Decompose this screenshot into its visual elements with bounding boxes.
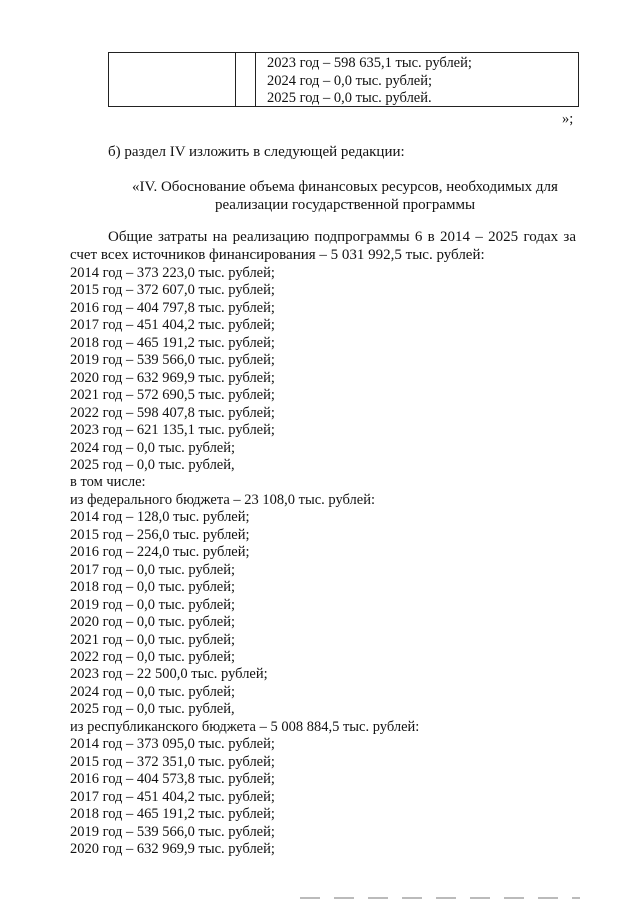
funding-line: 2023 год – 22 500,0 тыс. рублей; xyxy=(70,666,268,683)
funding-line: в том числе: xyxy=(70,474,146,491)
funding-table-fragment xyxy=(108,52,579,107)
table-cell-funding-years xyxy=(267,55,472,108)
funding-line: 2014 год – 128,0 тыс. рублей; xyxy=(70,509,250,526)
table-column-divider xyxy=(235,53,236,106)
funding-line: 2024 год – 0,0 тыс. рублей; xyxy=(70,683,236,700)
intro-paragraph: Общие затраты на реализацию подпрограммы 6 в 2014 – 2025 годах за счет всех источников финансирования – 5 031 992,5 тыс. рублей: xyxy=(70,229,576,263)
table-column-divider xyxy=(255,53,256,106)
funding-line: 2022 год – 598 407,8 тыс. рублей; xyxy=(70,404,275,421)
heading-line: реализации государственной программы xyxy=(214,197,476,213)
funding-line: 2022 год – 0,0 тыс. рублей; xyxy=(70,648,236,665)
funding-line: 2021 год – 572 690,5 тыс. рублей; xyxy=(70,387,275,404)
funding-line: 2020 год – 632 969,9 тыс. рублей; xyxy=(70,369,275,386)
funding-line: из республиканского бюджета – 5 008 884,5 тыс. рублей: xyxy=(70,718,420,735)
funding-line: 2024 год – 0,0 тыс. рублей; xyxy=(70,439,236,456)
funding-line: 2015 год – 256,0 тыс. рублей; xyxy=(70,526,250,543)
funding-line: 2025 год – 0,0 тыс. рублей, xyxy=(70,701,235,718)
funding-line: 2023 год – 621 135,1 тыс. рублей; xyxy=(70,422,275,439)
table-line: 2024 год – 0,0 тыс. рублей; xyxy=(267,72,433,89)
amendment-instruction: б) раздел IV изложить в следующей редакции: xyxy=(108,144,405,160)
table-line: 2023 год – 598 635,1 тыс. рублей; xyxy=(267,55,472,71)
funding-line: 2016 год – 404 573,8 тыс. рублей; xyxy=(70,771,275,788)
closing-quote: »; xyxy=(562,111,574,127)
funding-line: 2018 год – 0,0 тыс. рублей; xyxy=(70,579,236,596)
funding-line: из федерального бюджета – 23 108,0 тыс. рублей: xyxy=(70,491,375,508)
funding-line: 2019 год – 539 566,0 тыс. рублей; xyxy=(70,823,275,840)
funding-line: 2014 год – 373 223,0 тыс. рублей; xyxy=(70,265,275,281)
section-heading xyxy=(100,178,590,214)
funding-line: 2019 год – 539 566,0 тыс. рублей; xyxy=(70,352,275,369)
funding-line: 2025 год – 0,0 тыс. рублей, xyxy=(70,456,235,473)
funding-line: 2020 год – 0,0 тыс. рублей; xyxy=(70,614,236,631)
funding-line: 2017 год – 451 404,2 тыс. рублей; xyxy=(70,317,275,334)
funding-line: 2018 год – 465 191,2 тыс. рублей; xyxy=(70,806,275,823)
funding-line: 2017 год – 451 404,2 тыс. рублей; xyxy=(70,788,275,805)
funding-line: 2020 год – 632 969,9 тыс. рублей; xyxy=(70,840,275,857)
funding-line: 2016 год – 224,0 тыс. рублей; xyxy=(70,544,250,561)
table-line: 2025 год – 0,0 тыс. рублей. xyxy=(267,90,432,106)
funding-line: 2021 год – 0,0 тыс. рублей; xyxy=(70,631,236,648)
funding-line: 2018 год – 465 191,2 тыс. рублей; xyxy=(70,334,275,351)
funding-line: 2015 год – 372 351,0 тыс. рублей; xyxy=(70,753,275,770)
funding-lines-list xyxy=(70,265,419,858)
heading-line: «IV. Обоснование объема финансовых ресурсов, необходимых для xyxy=(132,179,558,195)
funding-line: 2019 год – 0,0 тыс. рублей; xyxy=(70,596,236,613)
funding-line: 2014 год – 373 095,0 тыс. рублей; xyxy=(70,736,275,753)
funding-line: 2016 год – 404 797,8 тыс. рублей; xyxy=(70,299,275,316)
funding-line: 2017 год – 0,0 тыс. рублей; xyxy=(70,561,236,578)
funding-line: 2015 год – 372 607,0 тыс. рублей; xyxy=(70,282,275,299)
scan-artifact xyxy=(300,897,580,899)
